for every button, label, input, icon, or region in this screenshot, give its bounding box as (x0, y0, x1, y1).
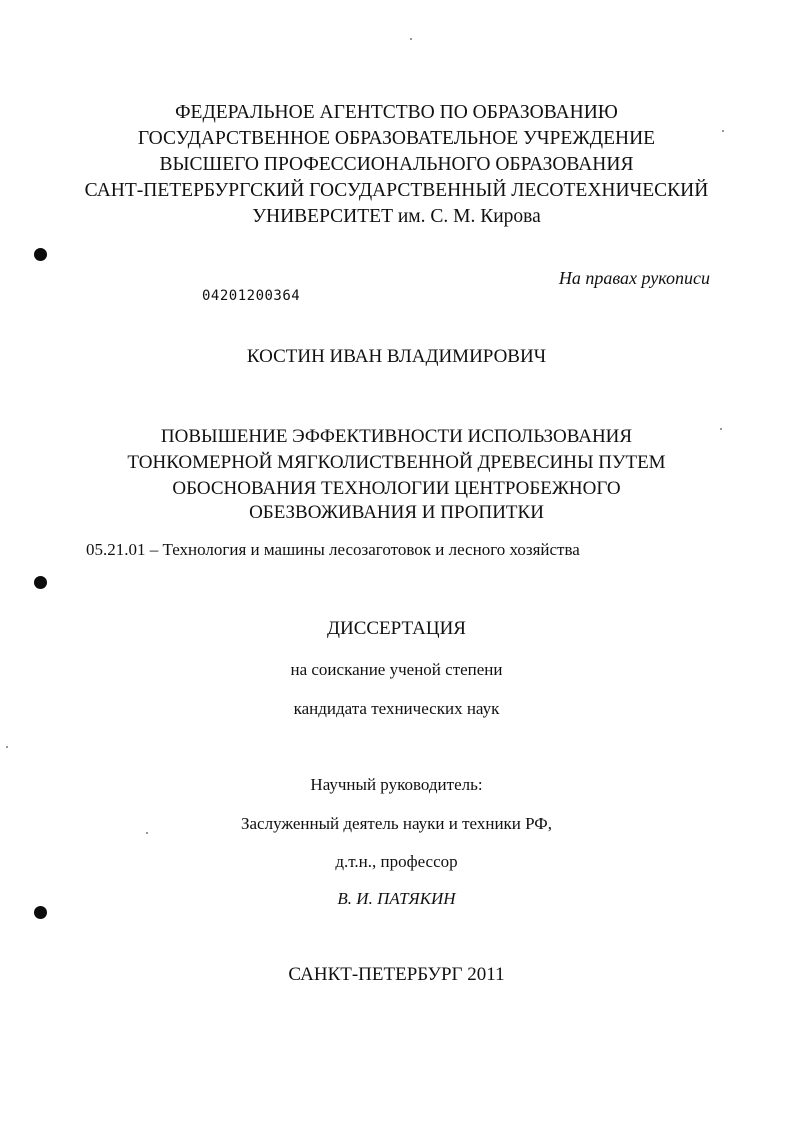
rights-note: На правах рукописи (558, 268, 710, 288)
document-type: ДИССЕРТАЦИЯ (327, 618, 466, 639)
city-year: САНКТ-ПЕТЕРБУРГ 2011 (288, 964, 505, 985)
supervisor-label: Научный руководитель: (310, 775, 483, 794)
institution-line-4: САНТ-ПЕТЕРБУРГСКИЙ ГОСУДАРСТВЕННЫЙ ЛЕСОТЕХНИЧЕСКИЙ (84, 180, 709, 201)
institution-line-2: ГОСУДАРСТВЕННОЕ ОБРАЗОВАТЕЛЬНОЕ УЧРЕЖДЕНИЕ (137, 128, 656, 149)
scan-speck (6, 746, 8, 748)
registration-code: 04201200364 (202, 288, 301, 304)
degree-line-1: на соискание ученой степени (290, 660, 503, 679)
degree-line-2: кандидата технических наук (293, 699, 500, 718)
institution-line-3: ВЫСШЕГО ПРОФЕССИОНАЛЬНОГО ОБРАЗОВАНИЯ (159, 154, 634, 175)
scan-speck (410, 38, 412, 40)
author-name: КОСТИН ИВАН ВЛАДИМИРОВИЧ (246, 346, 547, 367)
specialty-code: 05.21.01 – Технология и машины лесозаготовок и лесного хозяйства (86, 540, 580, 559)
supervisor-name: В. И. ПАТЯКИН (337, 889, 456, 908)
institution-line-1: ФЕДЕРАЛЬНОЕ АГЕНТСТВО ПО ОБРАЗОВАНИЮ (175, 102, 618, 123)
title-line-2: ТОНКОМЕРНОЙ МЯГКОЛИСТВЕННОЙ ДРЕВЕСИНЫ ПУТЕМ (127, 452, 666, 473)
title-line-1: ПОВЫШЕНИЕ ЭФФЕКТИВНОСТИ ИСПОЛЬЗОВАНИЯ (160, 426, 633, 447)
punch-hole-middle (34, 576, 47, 589)
institution-line-5: УНИВЕРСИТЕТ им. С. М. Кирова (252, 206, 541, 227)
supervisor-degree: д.т.н., профессор (335, 852, 458, 871)
supervisor-title: Заслуженный деятель науки и техники РФ, (240, 814, 552, 833)
title-line-3: ОБОСНОВАНИЯ ТЕХНОЛОГИИ ЦЕНТРОБЕЖНОГО (172, 478, 621, 499)
title-line-4: ОБЕЗВОЖИВАНИЯ И ПРОПИТКИ (249, 502, 544, 523)
punch-hole-top (34, 248, 47, 261)
